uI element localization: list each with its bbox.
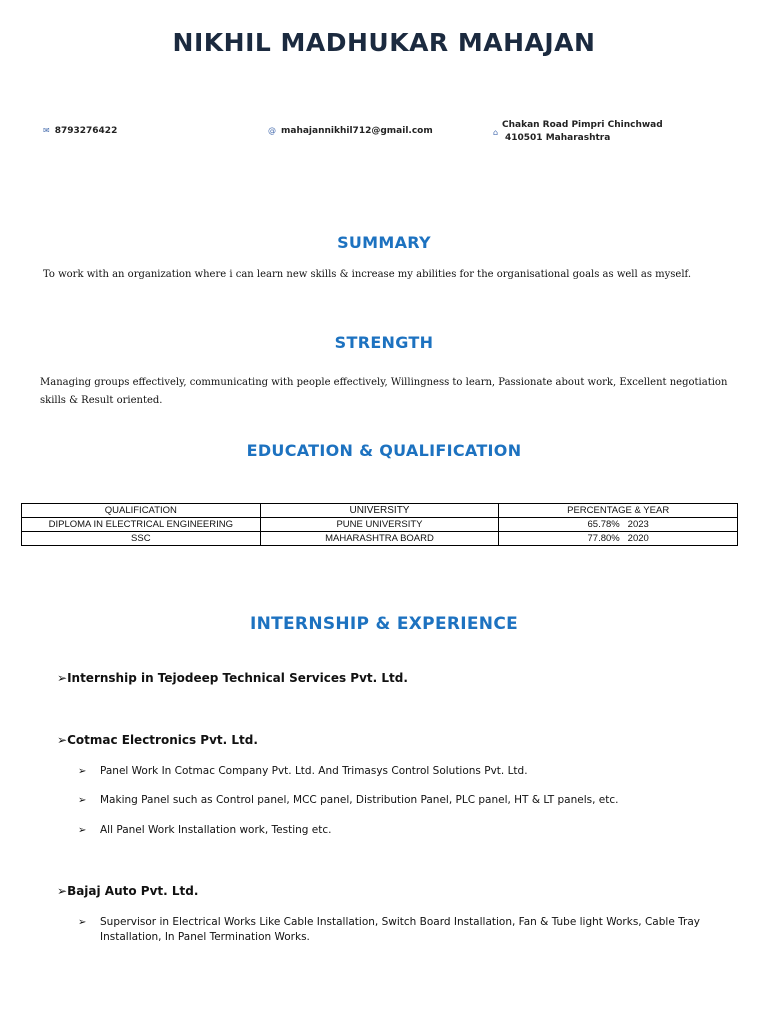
table-cell: 65.78% 2023 xyxy=(499,518,738,532)
table-header-university: UNIVERSITY xyxy=(260,504,499,518)
strength-line-2: skills & Result oriented. xyxy=(40,395,163,406)
table-header-qualification: QUALIFICATION xyxy=(22,504,261,518)
list-item-text: All Panel Work Installation work, Testing etc. xyxy=(100,824,332,836)
summary-text: To work with an organization where i can learn new skills & increase my abilities for the organisational goals as well as myself. xyxy=(43,269,692,280)
email-address: mahajannikhil712@gmail.com xyxy=(281,126,433,136)
table-header-percentage: PERCENTAGE & YEAR xyxy=(499,504,738,518)
address-contact xyxy=(493,119,713,145)
table-row xyxy=(22,518,738,532)
internship-title: Internship in Tejodeep Technical Services Pvt. Ltd. xyxy=(67,671,408,685)
arrow-bullet-icon: ➢ xyxy=(57,884,68,898)
candidate-name: NIKHIL MADHUKAR MAHAJAN xyxy=(172,28,596,57)
list-item xyxy=(0,764,768,782)
company-name: Cotmac Electronics Pvt. Ltd. xyxy=(67,733,258,747)
table-cell: MAHARASHTRA BOARD xyxy=(260,532,499,546)
education-table xyxy=(21,503,738,546)
arrow-bullet-icon: ➢ xyxy=(57,733,68,747)
strength-line-1: Managing groups effectively, communicating with people effectively, Willingness to learn, Passionate about work, Excellent negotiation xyxy=(40,377,728,388)
education-heading: EDUCATION & QUALIFICATION xyxy=(246,441,522,460)
arrow-bullet-icon: ➢ xyxy=(78,917,87,928)
summary-heading: SUMMARY xyxy=(337,233,431,252)
table-cell: DIPLOMA IN ELECTRICAL ENGINEERING xyxy=(22,518,261,532)
list-item xyxy=(0,823,768,841)
table-cell: 77.80% 2020 xyxy=(499,532,738,546)
arrow-bullet-icon: ➢ xyxy=(57,671,68,685)
company-name: Bajaj Auto Pvt. Ltd. xyxy=(67,884,199,898)
table-cell: PUNE UNIVERSITY xyxy=(260,518,499,532)
at-icon: @ xyxy=(268,126,276,135)
phone-number: 8793276422 xyxy=(54,126,118,136)
company-entry-cotmac xyxy=(57,733,258,747)
phone-contact xyxy=(43,126,117,136)
arrow-bullet-icon: ➢ xyxy=(78,766,87,777)
list-item-text: Making Panel such as Control panel, MCC panel, Distribution Panel, PLC panel, HT & LT panels, etc. xyxy=(100,794,619,806)
arrow-bullet-icon: ➢ xyxy=(78,795,87,806)
mail-icon: ✉ xyxy=(43,126,50,135)
list-item xyxy=(0,793,768,811)
strength-text xyxy=(40,374,750,410)
arrow-bullet-icon: ➢ xyxy=(78,825,87,836)
address-line-1: Chakan Road Pimpri Chinchwad xyxy=(502,120,663,130)
experience-heading: INTERNSHIP & EXPERIENCE xyxy=(249,614,519,634)
list-item-text: Supervisor in Electrical Works Like Cable Installation, Switch Board Installation, Fan & Tube light Works, Cable Tray Installation, In Panel Termination Works. xyxy=(100,916,700,943)
table-row xyxy=(22,532,738,546)
address-line-2: 410501 Maharashtra xyxy=(505,133,611,143)
company-entry-bajaj xyxy=(57,884,198,898)
email-contact xyxy=(268,126,433,136)
location-icon: ⌂ xyxy=(493,128,499,137)
table-cell: SSC xyxy=(22,532,261,546)
internship-entry xyxy=(57,671,408,685)
strength-heading: STRENGTH xyxy=(334,333,434,352)
list-item xyxy=(0,915,768,949)
list-item-text: Panel Work In Cotmac Company Pvt. Ltd. And Trimasys Control Solutions Pvt. Ltd. xyxy=(100,765,528,777)
table-header-row xyxy=(22,504,738,518)
